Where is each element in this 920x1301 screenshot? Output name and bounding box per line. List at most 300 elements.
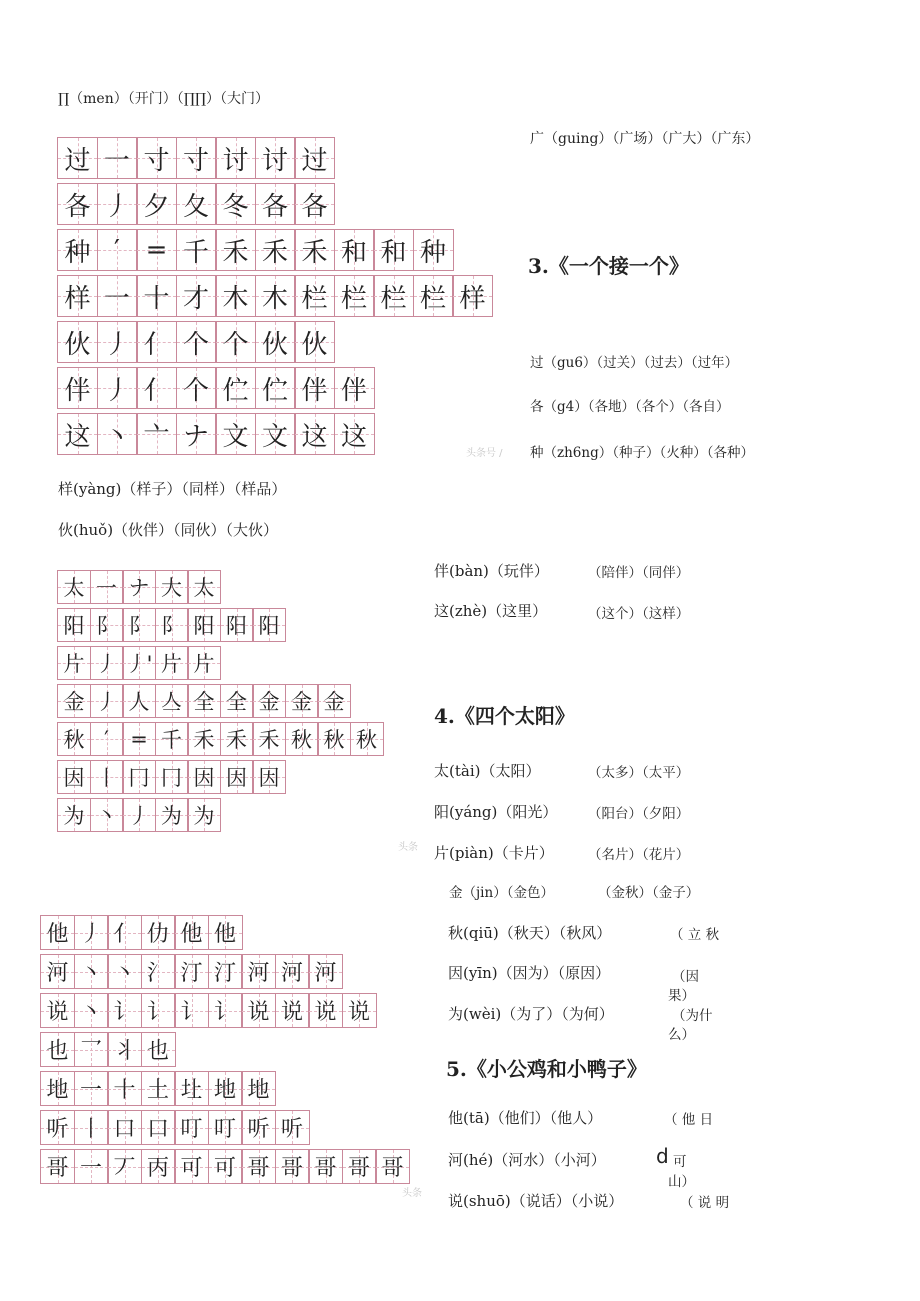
stroke-glyph: 圵 xyxy=(180,1078,203,1103)
stroke-cell-step xyxy=(308,954,343,989)
stroke-glyph: 阳 xyxy=(226,614,247,638)
stroke-cell-character xyxy=(57,413,98,455)
stroke-glyph: 才 xyxy=(182,283,209,314)
stroke-glyph: 哥 xyxy=(347,1156,370,1181)
stroke-glyph: 全 xyxy=(193,690,215,714)
line-he: 河(hé)（河水）（小河） xyxy=(448,1151,606,1169)
stroke-cell-step xyxy=(174,993,209,1028)
watermark: 头条 xyxy=(402,1188,422,1199)
stroke-glyph: 这 xyxy=(340,421,367,452)
stroke-cell-step xyxy=(255,229,296,271)
stroke-glyph: 河 xyxy=(247,961,270,986)
stroke-cell-step xyxy=(220,722,254,756)
stroke-cell-step xyxy=(294,367,335,409)
stroke-row xyxy=(40,1149,409,1184)
stroke-row xyxy=(40,954,409,989)
stroke-glyph: 说 xyxy=(347,1000,370,1025)
stroke-glyph: 个 xyxy=(222,329,249,360)
stroke-cell-step xyxy=(107,1032,142,1067)
stroke-glyph: 也 xyxy=(146,1039,169,1064)
stroke-glyph: 秋 xyxy=(63,728,85,752)
stroke-cell-character xyxy=(40,954,75,989)
stroke-cell-character xyxy=(57,646,91,680)
stroke-glyph: 丶 xyxy=(79,961,102,986)
stroke-glyph: 阳 xyxy=(258,614,280,638)
stroke-cell-step xyxy=(317,722,351,756)
stroke-glyph: 他 xyxy=(213,922,236,947)
stroke-cell-step xyxy=(275,1149,310,1184)
stroke-cell-step xyxy=(90,684,124,718)
stroke-cell-step xyxy=(294,137,335,179)
stroke-glyph: = xyxy=(145,235,168,265)
stroke-glyph: 文 xyxy=(261,421,288,452)
stroke-cell-step xyxy=(255,367,296,409)
line-tai: 太(tài)（太阳） xyxy=(434,762,541,780)
stroke-cell-step xyxy=(375,1149,410,1184)
stroke-glyph: 为 xyxy=(161,804,182,828)
stroke-glyph: 一 xyxy=(79,1078,102,1103)
stroke-glyph: 听 xyxy=(247,1117,270,1142)
line-yang: 样(yàng)（样子）（同样）（样品） xyxy=(58,480,287,498)
stroke-cell-character xyxy=(57,229,98,271)
stroke-glyph: 寸 xyxy=(143,145,170,176)
stroke-cell-step xyxy=(136,413,177,455)
stroke-glyph: 哥 xyxy=(280,1156,303,1181)
stroke-glyph: 夂 xyxy=(182,191,209,222)
line-pian-extra: （名片）（花片） xyxy=(588,847,690,863)
stroke-glyph: 氵 xyxy=(146,961,169,986)
stroke-glyph: 一 xyxy=(103,145,130,176)
stroke-glyph: 哥 xyxy=(314,1156,337,1181)
stroke-cell-character xyxy=(57,183,98,225)
stroke-cell-character xyxy=(57,321,98,363)
stroke-cell-step xyxy=(74,1032,109,1067)
stroke-glyph: 口 xyxy=(113,1117,136,1142)
stroke-cell-step xyxy=(255,321,296,363)
line-pian: 片(piàn)（卡片） xyxy=(434,844,554,862)
stroke-cell-step xyxy=(90,760,124,794)
line-jin: 金（jin）（金色） xyxy=(449,885,554,901)
stroke-row xyxy=(57,684,382,718)
stroke-cell-step xyxy=(255,413,296,455)
stroke-cell-step xyxy=(241,993,276,1028)
stroke-cell-step xyxy=(215,229,256,271)
stroke-glyph: 伴 xyxy=(301,375,328,406)
stroke-cell-step xyxy=(155,646,189,680)
stroke-cell-step xyxy=(136,137,177,179)
stroke-glyph: 冂 xyxy=(128,766,150,790)
stroke-glyph: 因 xyxy=(226,766,247,790)
stroke-glyph: 禾 xyxy=(258,728,280,752)
stroke-glyph: 夕 xyxy=(143,191,170,222)
stroke-glyph: 丨 xyxy=(96,766,117,790)
stroke-glyph: 金 xyxy=(63,690,85,714)
stroke-cell-step xyxy=(97,413,138,455)
stroke-glyph: 金 xyxy=(258,690,280,714)
stroke-glyph: 阝 xyxy=(96,614,117,638)
stroke-glyph: 栏 xyxy=(301,283,328,314)
stroke-glyph: 栏 xyxy=(419,283,446,314)
line-tai-extra: （太多）（太平） xyxy=(588,765,690,781)
stroke-glyph: 个 xyxy=(182,375,209,406)
stroke-cell-step xyxy=(74,1149,109,1184)
stroke-glyph: 伙 xyxy=(301,329,328,360)
stroke-cell-step xyxy=(241,1149,276,1184)
stroke-glyph: 太 xyxy=(193,576,215,600)
stroke-glyph: 禾 xyxy=(301,237,328,268)
stroke-glyph: 木 xyxy=(261,283,288,314)
stroke-glyph: 栏 xyxy=(380,283,407,314)
stroke-cell-step xyxy=(413,275,454,317)
stroke-glyph: ′ xyxy=(114,235,120,265)
stroke-cell-character xyxy=(40,993,75,1028)
stroke-glyph: 一 xyxy=(103,283,130,314)
stroke-cell-step xyxy=(122,608,156,642)
stroke-glyph: 十 xyxy=(113,1078,136,1103)
stroke-cell-step xyxy=(122,798,156,832)
stroke-cell-step xyxy=(90,798,124,832)
top-line: ∏（men）（开门）（∏∏）（大门） xyxy=(58,91,270,107)
stroke-glyph: 说 xyxy=(314,1000,337,1025)
stroke-cell-step xyxy=(141,993,176,1028)
stroke-grid-lesson4 xyxy=(57,570,382,836)
stroke-cell-step xyxy=(275,1110,310,1145)
stroke-cell-step xyxy=(342,1149,377,1184)
stroke-cell-step xyxy=(294,321,335,363)
stroke-cell-step xyxy=(215,413,256,455)
line-shuo: 说(shuō)（说话）（小说） xyxy=(448,1192,624,1210)
stroke-row xyxy=(57,760,382,794)
stroke-glyph: 禾 xyxy=(261,237,288,268)
stroke-glyph: 哥 xyxy=(247,1156,270,1181)
stroke-cell-step xyxy=(187,646,221,680)
stroke-cell-step xyxy=(334,275,375,317)
stroke-cell-step xyxy=(252,760,286,794)
stroke-row xyxy=(57,798,382,832)
stroke-cell-step xyxy=(136,275,177,317)
stroke-cell-step xyxy=(187,570,221,604)
line-ta-extra: （ 他 日 xyxy=(664,1112,714,1128)
stroke-glyph: 和 xyxy=(380,237,407,268)
stroke-glyph: 河 xyxy=(314,961,337,986)
stroke-cell-step xyxy=(241,954,276,989)
stroke-row xyxy=(57,646,382,680)
stroke-glyph: 丶 xyxy=(103,421,130,452)
stroke-glyph: 丙 xyxy=(146,1156,169,1181)
stroke-cell-step xyxy=(107,1071,142,1106)
stroke-glyph: 样 xyxy=(64,283,91,314)
stroke-cell-step xyxy=(155,570,189,604)
stroke-glyph: 伫 xyxy=(261,375,288,406)
stroke-glyph: 伙 xyxy=(64,329,91,360)
stroke-cell-step xyxy=(97,137,138,179)
stroke-glyph: 讠 xyxy=(180,1000,203,1025)
stroke-row xyxy=(40,993,409,1028)
stroke-glyph: 丶 xyxy=(113,961,136,986)
stroke-cell-step xyxy=(215,275,256,317)
stroke-cell-step xyxy=(255,183,296,225)
stroke-glyph: 口 xyxy=(146,1117,169,1142)
stroke-cell-step xyxy=(107,993,142,1028)
stroke-glyph: 全 xyxy=(226,690,247,714)
line-wei: 为(wèi)（为了）（为何） xyxy=(448,1005,614,1023)
stroke-glyph: 木 xyxy=(222,283,249,314)
stroke-cell-step xyxy=(141,1032,176,1067)
line-zhe: 这(zhè)（这里） xyxy=(434,602,548,620)
stroke-cell-step xyxy=(174,954,209,989)
line-ban: 伴(bàn)（玩伴） xyxy=(434,562,549,580)
stroke-cell-character xyxy=(40,1032,75,1067)
stroke-cell-step xyxy=(176,183,217,225)
stroke-cell-step xyxy=(141,1149,176,1184)
stroke-glyph: 阝 xyxy=(161,614,182,638)
stroke-glyph: 阳 xyxy=(193,614,215,638)
stroke-cell-step xyxy=(187,722,221,756)
stroke-cell-step xyxy=(220,608,254,642)
stroke-cell-step xyxy=(174,1071,209,1106)
stroke-glyph: 丿 xyxy=(103,329,130,360)
stroke-cell-step xyxy=(452,275,493,317)
stroke-glyph: 和 xyxy=(340,237,367,268)
stroke-cell-step xyxy=(155,760,189,794)
stroke-cell-step xyxy=(252,684,286,718)
line-he-extra-2: 可 xyxy=(673,1154,687,1170)
stroke-cell-character xyxy=(57,760,91,794)
stroke-glyph: 种 xyxy=(419,237,446,268)
stroke-cell-step xyxy=(285,684,319,718)
stroke-cell-step xyxy=(208,915,243,950)
stroke-row xyxy=(40,1071,409,1106)
stroke-cell-step xyxy=(176,137,217,179)
stroke-glyph: 丬 xyxy=(113,1039,136,1064)
stroke-glyph: 丶 xyxy=(79,1000,102,1025)
guang-line: 广（guing）（广场）（广大）（广东） xyxy=(530,131,760,147)
stroke-glyph: 丿 xyxy=(96,690,117,714)
stroke-grid-lesson5 xyxy=(40,915,409,1188)
stroke-glyph: 可 xyxy=(213,1156,236,1181)
stroke-cell-step xyxy=(252,722,286,756)
stroke-cell-step xyxy=(215,183,256,225)
stroke-glyph: 秋 xyxy=(291,728,312,752)
stroke-glyph: 各 xyxy=(301,191,328,222)
stroke-cell-step xyxy=(255,275,296,317)
stroke-glyph: 人 xyxy=(128,690,150,714)
stroke-glyph: 叮 xyxy=(213,1117,236,1142)
stroke-cell-character xyxy=(57,570,91,604)
stroke-glyph: 大 xyxy=(161,576,182,600)
stroke-glyph: 禾 xyxy=(226,728,247,752)
stroke-cell-step xyxy=(74,993,109,1028)
stroke-cell-step xyxy=(122,646,156,680)
stroke-glyph: 丿 xyxy=(103,191,130,222)
stroke-glyph: 说 xyxy=(280,1000,303,1025)
stroke-cell-character xyxy=(57,608,91,642)
heading-lesson4: 4.《四个太阳》 xyxy=(434,704,575,728)
stroke-glyph: 汀 xyxy=(213,961,236,986)
stroke-glyph: 冬 xyxy=(222,191,249,222)
stroke-glyph: = xyxy=(130,727,148,751)
stroke-glyph: 地 xyxy=(213,1078,236,1103)
stroke-cell-step xyxy=(220,684,254,718)
stroke-cell-step xyxy=(107,1149,142,1184)
stroke-glyph: 一 xyxy=(79,1156,102,1181)
stroke-cell-step xyxy=(294,183,335,225)
stroke-glyph: 因 xyxy=(193,766,215,790)
stroke-cell-step xyxy=(97,275,138,317)
stroke-cell-step xyxy=(285,722,319,756)
stroke-glyph: 叮 xyxy=(180,1117,203,1142)
stroke-glyph: 伴 xyxy=(64,375,91,406)
stroke-row xyxy=(57,229,492,271)
stroke-cell-step xyxy=(107,954,142,989)
stroke-cell-step xyxy=(187,684,221,718)
stroke-cell-step xyxy=(215,367,256,409)
stroke-cell-step xyxy=(136,321,177,363)
stroke-glyph: 哥 xyxy=(381,1156,404,1181)
stroke-cell-step xyxy=(317,684,351,718)
stroke-glyph: 片 xyxy=(161,652,182,676)
stroke-glyph: 丿 xyxy=(96,652,117,676)
stroke-glyph: 亠 xyxy=(143,421,170,452)
line-zhong: 种（zh6ng）（种子）（火种）（各种） xyxy=(530,445,754,461)
line-yin-extra-2: 果） xyxy=(668,988,695,1004)
stroke-cell-step xyxy=(208,954,243,989)
stroke-glyph: 他 xyxy=(180,922,203,947)
line-wei-extra-2: 么） xyxy=(668,1027,695,1043)
stroke-cell-step xyxy=(208,1110,243,1145)
stroke-cell-step xyxy=(74,954,109,989)
stroke-cell-step xyxy=(187,760,221,794)
stroke-glyph: ナ xyxy=(128,576,150,600)
stroke-grid-lesson3 xyxy=(57,137,492,459)
stroke-glyph: 这 xyxy=(64,421,91,452)
stroke-cell-step xyxy=(294,229,335,271)
line-jin-extra: （金秋）（金子） xyxy=(598,885,700,901)
stroke-glyph: 亻 xyxy=(113,922,136,947)
line-qiu: 秋(qiū)（秋天）（秋风） xyxy=(448,924,612,942)
stroke-glyph: 各 xyxy=(64,191,91,222)
stroke-glyph: 伙 xyxy=(261,329,288,360)
stroke-cell-step xyxy=(74,915,109,950)
stroke-glyph: 丨 xyxy=(79,1117,102,1142)
stroke-row xyxy=(40,1032,409,1067)
stroke-cell-step xyxy=(176,413,217,455)
stroke-glyph: 讠 xyxy=(113,1000,136,1025)
stroke-glyph: 汀 xyxy=(180,961,203,986)
stroke-glyph: 伴 xyxy=(340,375,367,406)
stroke-cell-step xyxy=(241,1071,276,1106)
stroke-glyph: 太 xyxy=(63,576,85,600)
stroke-row xyxy=(57,321,492,363)
stroke-cell-step xyxy=(275,954,310,989)
stroke-glyph: 过 xyxy=(301,145,328,176)
stroke-cell-step xyxy=(90,646,124,680)
stroke-glyph: ′ xyxy=(104,727,109,751)
stroke-cell-step xyxy=(74,1110,109,1145)
stroke-cell-step xyxy=(97,321,138,363)
stroke-cell-step xyxy=(220,760,254,794)
stroke-glyph: 亼 xyxy=(161,690,182,714)
stroke-glyph: 金 xyxy=(291,690,312,714)
stroke-glyph: 丿' xyxy=(125,652,153,676)
line-yang2: 阳(yáng)（阳光） xyxy=(434,803,558,821)
stroke-cell-step xyxy=(155,684,189,718)
stroke-glyph: 种 xyxy=(64,237,91,268)
stroke-glyph: 丿 xyxy=(79,922,102,947)
line-qiu-extra: （ 立 秋 xyxy=(670,927,720,943)
line-he-extra-1: d xyxy=(656,1144,669,1168)
stroke-cell-character xyxy=(57,367,98,409)
stroke-glyph: 为 xyxy=(63,804,85,828)
stroke-glyph: 讨 xyxy=(222,145,249,176)
stroke-cell-step xyxy=(97,183,138,225)
stroke-cell-step xyxy=(90,722,124,756)
line-yang2-extra: （阳台）（夕阳） xyxy=(588,806,690,822)
stroke-glyph: 因 xyxy=(258,766,280,790)
line-shuo-extra: （ 说 明 xyxy=(680,1195,730,1211)
stroke-cell-step xyxy=(107,915,142,950)
stroke-cell-step xyxy=(136,183,177,225)
stroke-cell-step xyxy=(97,229,138,271)
stroke-row xyxy=(57,722,382,756)
stroke-glyph: 金 xyxy=(323,690,345,714)
stroke-cell-step xyxy=(208,1149,243,1184)
stroke-cell-step xyxy=(174,915,209,950)
stroke-cell-step xyxy=(141,1071,176,1106)
line-ta: 他(tā)（他们）（他人） xyxy=(448,1109,603,1127)
stroke-cell-step xyxy=(176,229,217,271)
stroke-glyph: 地 xyxy=(46,1078,69,1103)
stroke-cell-step xyxy=(176,321,217,363)
stroke-row xyxy=(57,570,382,604)
stroke-cell-character xyxy=(57,798,91,832)
stroke-glyph: 片 xyxy=(193,652,215,676)
stroke-glyph: 千 xyxy=(161,728,182,752)
stroke-cell-step xyxy=(275,993,310,1028)
stroke-glyph: 样 xyxy=(459,283,486,314)
stroke-cell-character xyxy=(57,722,91,756)
stroke-glyph: 河 xyxy=(46,961,69,986)
stroke-glyph: 千 xyxy=(182,237,209,268)
stroke-cell-step xyxy=(174,1149,209,1184)
heading-lesson5: 5.《小公鸡和小鸭子》 xyxy=(446,1057,647,1081)
stroke-cell-step xyxy=(141,954,176,989)
stroke-cell-step xyxy=(252,608,286,642)
stroke-row xyxy=(57,183,492,225)
stroke-cell-step xyxy=(176,367,217,409)
stroke-glyph: 各 xyxy=(261,191,288,222)
stroke-cell-step xyxy=(155,608,189,642)
stroke-glyph: 过 xyxy=(64,145,91,176)
stroke-cell-step xyxy=(334,229,375,271)
line-guo: 过（gu6）（过关）（过去）（过年） xyxy=(530,355,739,371)
stroke-cell-step xyxy=(308,1149,343,1184)
stroke-row xyxy=(40,1110,409,1145)
stroke-glyph: 河 xyxy=(280,961,303,986)
stroke-cell-step xyxy=(294,275,335,317)
stroke-cell-step xyxy=(294,413,335,455)
stroke-cell-step xyxy=(122,684,156,718)
stroke-glyph: 禾 xyxy=(193,728,215,752)
stroke-glyph: 丶 xyxy=(96,804,117,828)
stroke-glyph: 听 xyxy=(46,1117,69,1142)
stroke-cell-step xyxy=(308,993,343,1028)
stroke-glyph: 说 xyxy=(46,1000,69,1025)
stroke-glyph: 寸 xyxy=(182,145,209,176)
stroke-glyph: 为 xyxy=(193,804,215,828)
stroke-cell-step xyxy=(334,367,375,409)
line-yin: 因(yīn)（因为）（原因） xyxy=(448,964,611,982)
